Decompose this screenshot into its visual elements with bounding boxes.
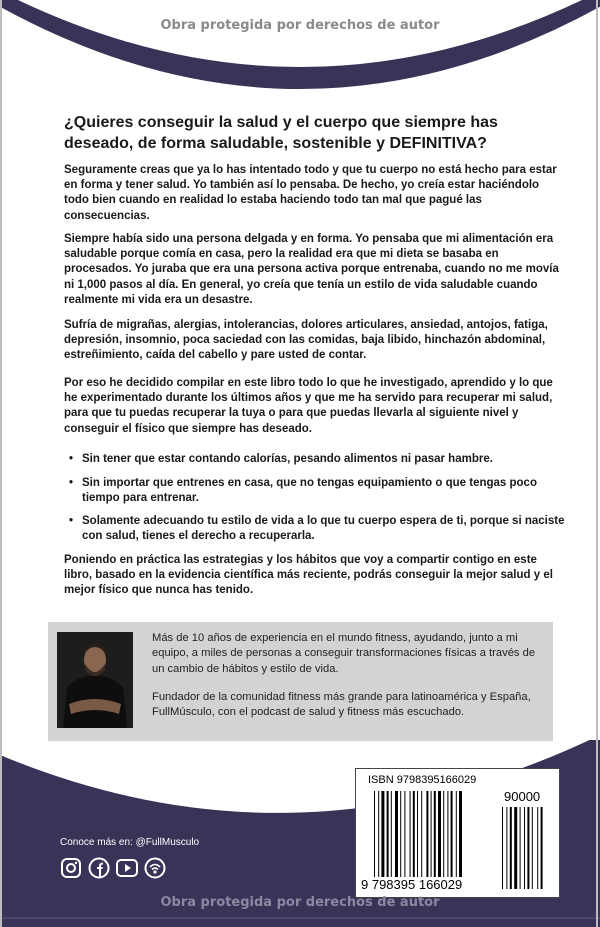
bio-paragraph: Fundador de la comunidad fitness más grande para latinoamérica y España, FullMúsculo, con el podcast de salud y fitness más escuchado. <box>152 690 531 719</box>
addon-bar <box>524 807 525 889</box>
paragraph: Sufría de migrañas, alergias, intolerancias, dolores articulares, ansiedad, antojos, fatiga, depresión, insomnio, poca saciedad con las comidas, baja libido, hinchazón abdominal, estreñimiento, caída del cabello y pare usted de contar. <box>64 319 548 362</box>
list-item: • Solamente adecuando tu estilo de vida a lo que tu cuerpo espera de ti, porque si naciste con salud, tienes el derecho a recuperarla. <box>82 514 566 544</box>
barcode-bar <box>421 791 422 885</box>
facebook-icon[interactable] <box>88 857 110 879</box>
barcode-bar <box>395 791 398 885</box>
barcode-bar <box>410 791 411 885</box>
barcode-digits: 9 798395 166029 <box>361 877 463 892</box>
watermark-bottom: Obra protegida por derechos de autor <box>160 895 440 910</box>
barcode-bar <box>451 791 453 885</box>
barcode-bar <box>381 791 384 885</box>
isbn-barcode <box>355 768 560 898</box>
barcode-bar <box>459 791 462 885</box>
barcode-bar <box>400 791 401 885</box>
paragraph: Por eso he decidido compilar en este libro todo lo que he investigado, aprendido y lo que he experimentado durante los últimos años y que me ha servido para recuperar mi salud, para que tu puedas recuperar la tuya o para que puedas llevarla al siguiente nivel y conseguir el físico que siempre has deseado. <box>64 377 553 435</box>
barcode-bar <box>391 791 392 885</box>
instagram-icon[interactable] <box>60 857 82 879</box>
top-arc <box>0 0 600 89</box>
bio-paragraph: Más de 10 años de experiencia en el mundo fitness, ayudando, junto a mi equipo, a miles de personas a conseguir transformaciones físicas a través de un cambio de hábitos y estilo de vida. <box>152 632 536 675</box>
barcode-bar <box>374 791 375 885</box>
list-item: • Sin importar que entrenes en casa, que no tengas equipamiento o que tengas poco tiempo para entrenar. <box>82 476 566 506</box>
barcode-bar <box>378 791 379 885</box>
addon-bar <box>502 807 503 889</box>
addon-bar <box>527 807 529 889</box>
social-icons <box>60 857 166 879</box>
barcode-bar <box>413 791 415 885</box>
barcode-bar <box>443 791 444 885</box>
list-item: • Sin tener que estar contando calorías, pesando alimentos ni pasar hambre. <box>82 452 566 467</box>
closing-paragraph: Poniendo en práctica las estrategias y los hábitos que voy a compartir contigo en este libro, basado en la evidencia científica más reciente, podrás conseguir la mejor salud y el mejor físico que nunca has tenido. <box>64 554 553 597</box>
addon-bar <box>541 807 543 889</box>
barcode-bar <box>434 791 436 885</box>
paragraph: Seguramente creas que ya lo has intentado todo y que tu cuerpo no está hecho para estar en forma y tener salud. Yo también así lo pensaba. De hecho, yo creía estar haciéndolo todo bien cuando en realidad lo estaba haciendo todo tan mal que pagué las consecuencias. <box>64 164 557 222</box>
barcode-bar <box>404 791 405 885</box>
podcast-icon[interactable] <box>144 857 166 879</box>
addon-bar <box>532 807 533 889</box>
paragraph: Siempre había sido una persona delgada y en forma. Yo pensaba que mi alimentación era saludable porque comía en casa, pero la realidad era que mi dieta se basaba en procesados. Yo juraba que era una persona activa porque entrenaba, cuando no me movía ni 1,000 pasos al día. En general, yo creía que tenía un estilo de vida saludable cuando realmente mi vida era un desastre. <box>64 233 559 306</box>
headline: ¿Quieres conseguir la salud y el cuerpo que siempre has deseado, de forma saludable, sostenible y DEFINITIVA? <box>64 114 498 152</box>
social-label: Conoce más en: @FullMusculo <box>60 837 200 848</box>
watermark-top: Obra protegida por derechos de autor <box>160 18 440 33</box>
isbn-label: ISBN 9798395166029 <box>368 774 477 786</box>
author-photo <box>57 632 133 728</box>
youtube-icon[interactable] <box>116 857 138 879</box>
barcode-bar <box>417 791 418 885</box>
addon-bar <box>510 807 512 889</box>
addon-bar <box>514 807 517 889</box>
author-bio-box <box>48 622 553 741</box>
barcode-bar <box>438 791 441 885</box>
barcode-bar <box>387 791 389 885</box>
barcode-bar <box>447 791 448 885</box>
barcode-bar <box>431 791 432 885</box>
addon-bar <box>506 807 507 889</box>
barcode-bar <box>426 791 428 885</box>
addon-bar <box>537 807 538 889</box>
barcode-bar <box>456 791 457 885</box>
price-code: 90000 <box>504 789 541 804</box>
addon-bar <box>520 807 521 889</box>
